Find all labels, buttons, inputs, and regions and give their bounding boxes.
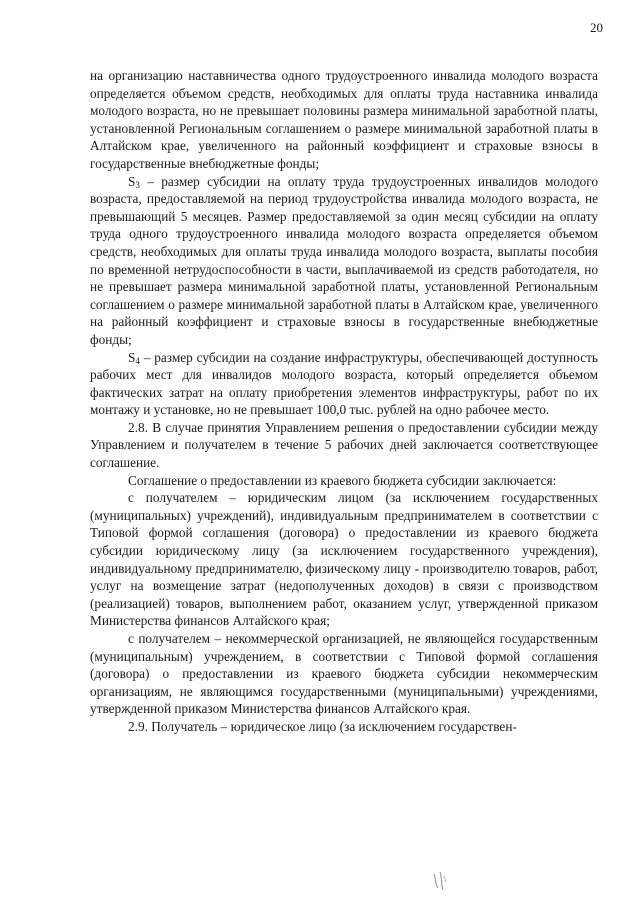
paragraph-2-9: 2.9. Получатель – юридическое лицо (за исключением государствен- [128, 718, 517, 734]
paragraph-nonprofit: с получателем – некоммерческой организацией, не являющейся государственным (муниципальным) учреждением, в соответствии с Типовой формой соглашения (договора) о предоставлении из краевого бюджета субсидии некоммерческим организациям, не являющимся государственными (муниципальными) учреждениями, утвержденной приказом Министерства финансов Алтайского края. [90, 631, 598, 717]
page-number: 20 [590, 20, 603, 35]
paragraph-mentorship: на организацию наставничества одного трудоустроенного инвалида молодого возраста определяется объемом средств, необходимых для оплаты труда наставника инвалида молодого возраста, но не превышает половины размера минимальной заработной платы, установленной Региональным соглашением о размере минимальной заработной платы в Алтайском крае, увеличенного на районный коэффициент и страховые взносы в государственные внебюджетные фонды; [90, 68, 598, 171]
paragraph-agreement: Соглашение о предоставлении из краевого бюджета субсидии заключается: [128, 472, 557, 488]
paragraph-2-8: 2.8. В случае принятия Управлением решения о предоставлении субсидии между Управлением и получателем в течение 5 рабочих дней заключается соответствующее соглашение. [90, 419, 598, 471]
paragraph-s3: $S_3$ – размер субсидии на оплату труда трудоустроенных инвалидов молодого возраста, предоставляемой на период трудоустройства инвалида молодого возраста, не превышающий 5 месяцев. Размер предоставляемой за один месяц субсидии на оплату труда одного трудоустроенного инвалида молодого возраста определяется объемом средств, необходимых для оплаты труда инвалида молодого возраста, выплаты пособия по временной нетрудоспособности в части, выплачиваемой из средств работодателя, но не превышает размера минимальной заработной платы, установленной Региональным соглашением о размере минимальной заработной платы в Алтайском крае, увеличенного на районный коэффициент и страховые взносы в государственные внебюджетные фонды; [90, 173, 598, 347]
document-body [90, 67, 598, 736]
paragraph-s4: $S_4$ – размер субсидии на создание инфраструктуры, обеспечивающей доступность рабочих мест для инвалидов молодого возраста, который определяется объемом фактических затрат на оплату приобретения элементов инфраструктуры, работ по их монтажу и установке, но не превышает 100,0 тыс. рублей на одно рабочее место. [90, 349, 598, 418]
scan-mark-icon [430, 870, 450, 892]
paragraph-legal-entity: с получателем – юридическим лицом (за исключением государственных (муниципальных) учреждений), индивидуальным предпринимателем в соответствии с Типовой формой соглашения (договора) о предоставлении из краевого бюджета субсидии юридическому лицу (за исключением государственного учреждения), индивидуальному предпринимателю, физическому лицу - производителю товаров, работ, услуг на возмещение затрат (недополученных доходов) в связи с производством (реализацией) товаров, выполнением работ, оказанием услуг, утвержденной приказом Министерства финансов Алтайского края; [90, 490, 598, 629]
